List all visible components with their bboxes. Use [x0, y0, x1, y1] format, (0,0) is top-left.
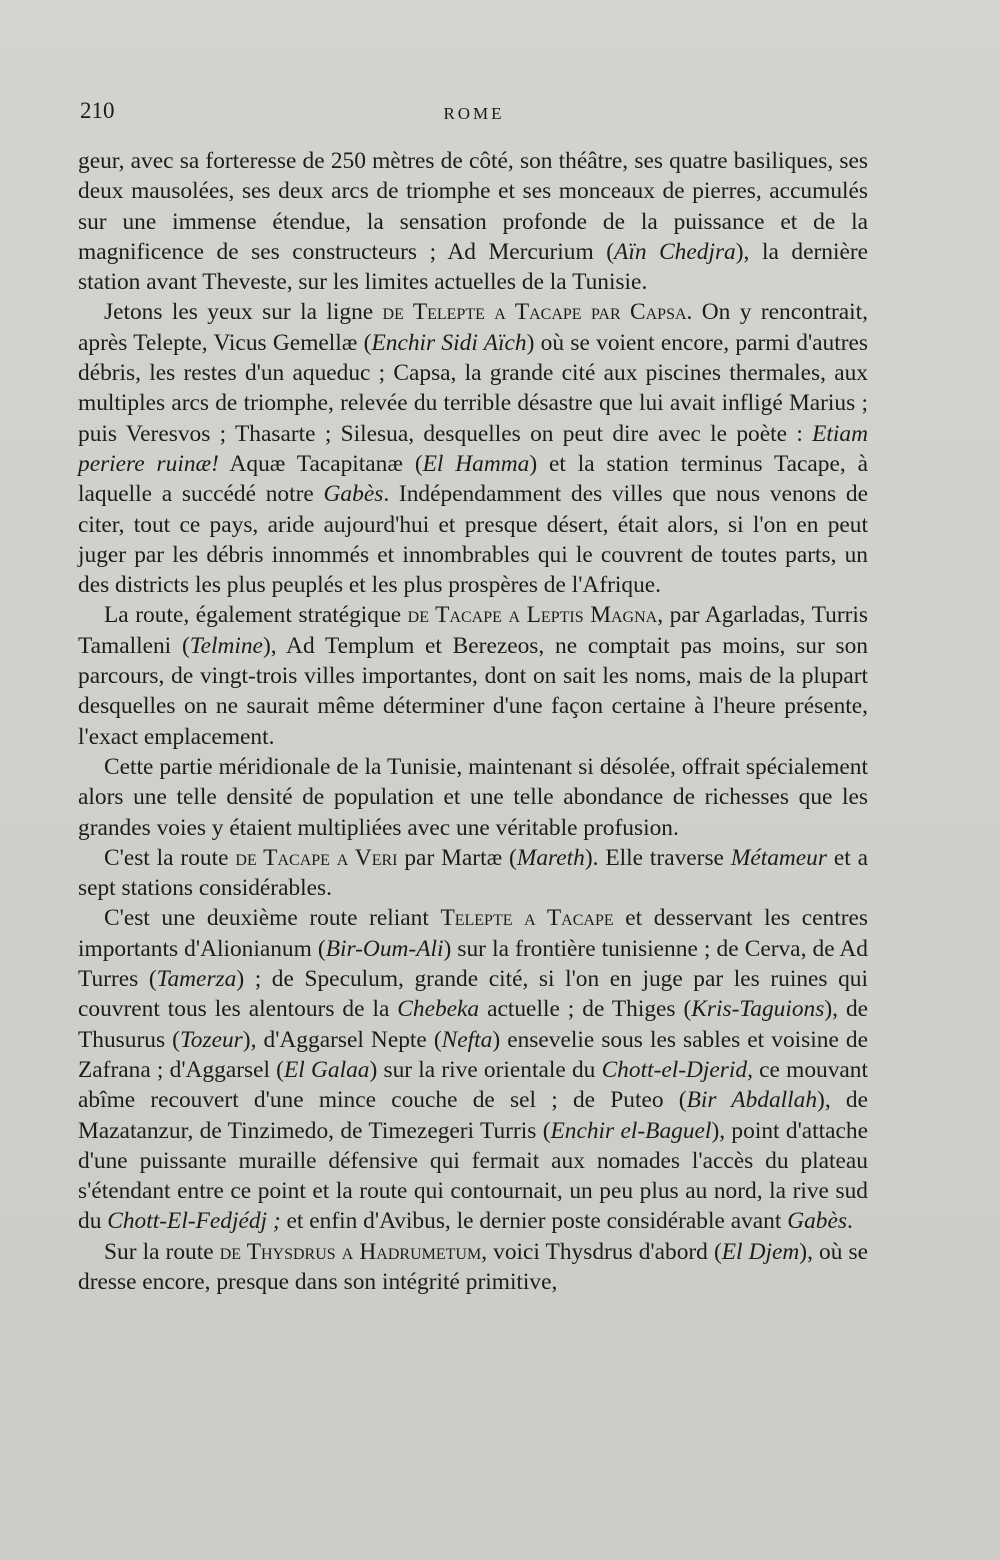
- text-run: par Martæ (: [397, 844, 517, 871]
- text-run: ), de Mazatanzur, de Tinzimedo, de Timezegeri Turris (: [78, 1087, 868, 1144]
- text-run: ). Elle traverse: [584, 844, 731, 871]
- italic-text: Chott-el-Djerid,: [601, 1056, 753, 1083]
- paragraph: [78, 600, 868, 751]
- text-run: ), point d'attache d'une puissante muraille défensive qui fermait aux nomades l'accès du plateau s'étendant entre ce point et la route qui contournait, un peu plus au nord, la rive sud du: [78, 1117, 869, 1235]
- text-run: et a sept stations considérables.: [78, 844, 868, 902]
- text-run: ) sur la frontière tunisienne ; de Cerva, de Ad Turres (: [78, 935, 868, 993]
- italic-text: Nefta: [441, 1026, 493, 1053]
- running-head: ROME: [443, 104, 505, 123]
- text-run: ) et la station terminus Tacape, à laquelle a succédé notre: [78, 450, 868, 508]
- italic-text: Bir Abdallah: [686, 1087, 818, 1114]
- italic-text: Aïn Chedjra: [614, 238, 736, 265]
- paragraph: [78, 843, 868, 904]
- italic-text: Enchir el-Baguel: [550, 1117, 712, 1144]
- page-header: [80, 98, 868, 128]
- small-caps-text: de Tacape a Leptis Magna: [407, 602, 658, 629]
- italic-text: Gabès: [323, 481, 384, 508]
- text-run: Sur la route: [104, 1238, 220, 1265]
- paragraph: [78, 146, 868, 297]
- paragraph: [78, 297, 868, 600]
- text-run: et desservant les centres importants d'Alionianum (: [78, 905, 868, 962]
- italic-text: Mareth: [516, 844, 585, 871]
- paragraph: [78, 1237, 868, 1298]
- text-run: . On y rencontrait, après Telepte, Vicus Gemellæ (: [78, 299, 869, 356]
- text-run: ), la dernière station avant Theveste, sur les limites actuelles de la Tunisie.: [78, 238, 869, 296]
- small-caps-text: de Tacape a Veri: [235, 844, 398, 871]
- italic-text: Etiam periere ruinæ!: [78, 420, 868, 477]
- italic-text: Kris-Taguions: [691, 996, 825, 1023]
- text-run: , voici Thysdrus d'abord (: [481, 1238, 722, 1265]
- italic-text: El Djem: [721, 1238, 800, 1265]
- text-run: , par Agarladas, Turris Tamalleni (: [78, 602, 868, 659]
- text-run: C'est une deuxième route reliant: [104, 905, 441, 932]
- text-run: .: [846, 1208, 853, 1235]
- text-run: Aquæ Tacapitanæ (: [218, 450, 423, 477]
- text-run: geur, avec sa forteresse de 250 mètres de côté, son théâtre, ses quatre basiliques, ses deux mausolées, ses deux arcs de triomphe et ses monceaux de pierres, accumulés sur une immense étendue, la sensation profonde de la puissance et de la magnificence de ses constructeurs ; Ad Mercurium (: [78, 148, 868, 265]
- paragraph: [78, 903, 868, 1236]
- text-run: C'est la route: [104, 844, 236, 871]
- text-run: ce mouvant abîme recouvert d'une mince couche de sel ; de Puteo (: [78, 1056, 868, 1114]
- italic-text: Chebeka: [397, 996, 480, 1023]
- text-run: La route, également stratégique: [104, 602, 408, 629]
- italic-text: Chott-El-Fedjédj ;: [107, 1208, 281, 1235]
- italic-text: Gabès: [787, 1208, 847, 1235]
- small-caps-text: Telepte a Tacape: [440, 905, 614, 932]
- italic-text: Enchir Sidi Aïch: [371, 329, 527, 356]
- italic-text: Métameur: [730, 844, 827, 871]
- text-run: . Indépendamment des villes que nous venons de citer, tout ce pays, aride aujourd'hui et presque désert, était alors, si l'on en peut juger par les débris innommés et innombrables qui le couvrent de toutes parts, un des districts les plus peuplés et les plus prospères de l'Afrique.: [78, 481, 868, 599]
- text-run: ), Ad Templum et Berezeos, ne comptait pas moins, sur son parcours, de vingt-trois villes importantes, dont on sait les noms, mais de la plupart desquelles on ne saurait même déterminer d'une façon certaine à l'heure présente, l'exact emplacement.: [78, 632, 868, 750]
- paragraph: [78, 752, 868, 843]
- italic-text: Tamerza: [156, 966, 237, 993]
- text-run: ) ; de Speculum, grande cité, si l'on en juge par les ruines qui couvrent tous les alentours de la: [78, 966, 868, 1023]
- italic-text: Telmine: [189, 632, 263, 659]
- text-run: ) sur la rive orientale du: [369, 1056, 602, 1083]
- text-run: ) ensevelie sous les sables et voisine de Zafrana ; d'Aggarsel (: [78, 1026, 868, 1083]
- italic-text: El Hamma: [422, 450, 530, 477]
- text-run: ), d'Aggarsel Nepte (: [242, 1026, 442, 1053]
- text-run: ), de Thusurus (: [78, 996, 869, 1053]
- small-caps-text: de Thysdrus a Hadrumetum: [219, 1238, 482, 1265]
- text-run: actuelle ; de Thiges (: [479, 996, 692, 1023]
- text-run: Jetons les yeux sur la ligne: [104, 299, 383, 326]
- page-number: 210: [80, 98, 115, 123]
- text-run: ) où se voient encore, parmi d'autres débris, les restes d'un aqueduc ; Capsa, la grande cité aux piscines thermales, aux multiples arcs de triomphe, relevée du terrible désastre que lui avait infligé Marius ; puis Veresvos ; Thasarte ; Silesua, desquelles on peut dire avec le poète :: [78, 329, 869, 447]
- text-run: Cette partie méridionale de la Tunisie, maintenant si désolée, offrait spécialement alors une telle densité de population et une telle abondance de richesses que les grandes voies y étaient multipliées avec une véritable profusion.: [78, 753, 868, 841]
- text-run: ), où se dresse encore, presque dans son intégrité primitive,: [78, 1238, 868, 1295]
- italic-text: Bir-Oum-Ali: [325, 935, 444, 962]
- italic-text: El Galaa: [283, 1056, 370, 1083]
- small-caps-text: de Telepte a Tacape par Capsa: [382, 299, 687, 326]
- italic-text: Tozeur: [179, 1026, 243, 1053]
- text-run: et enfin d'Avibus, le dernier poste considérable avant: [280, 1208, 788, 1235]
- body-text: [78, 146, 868, 1297]
